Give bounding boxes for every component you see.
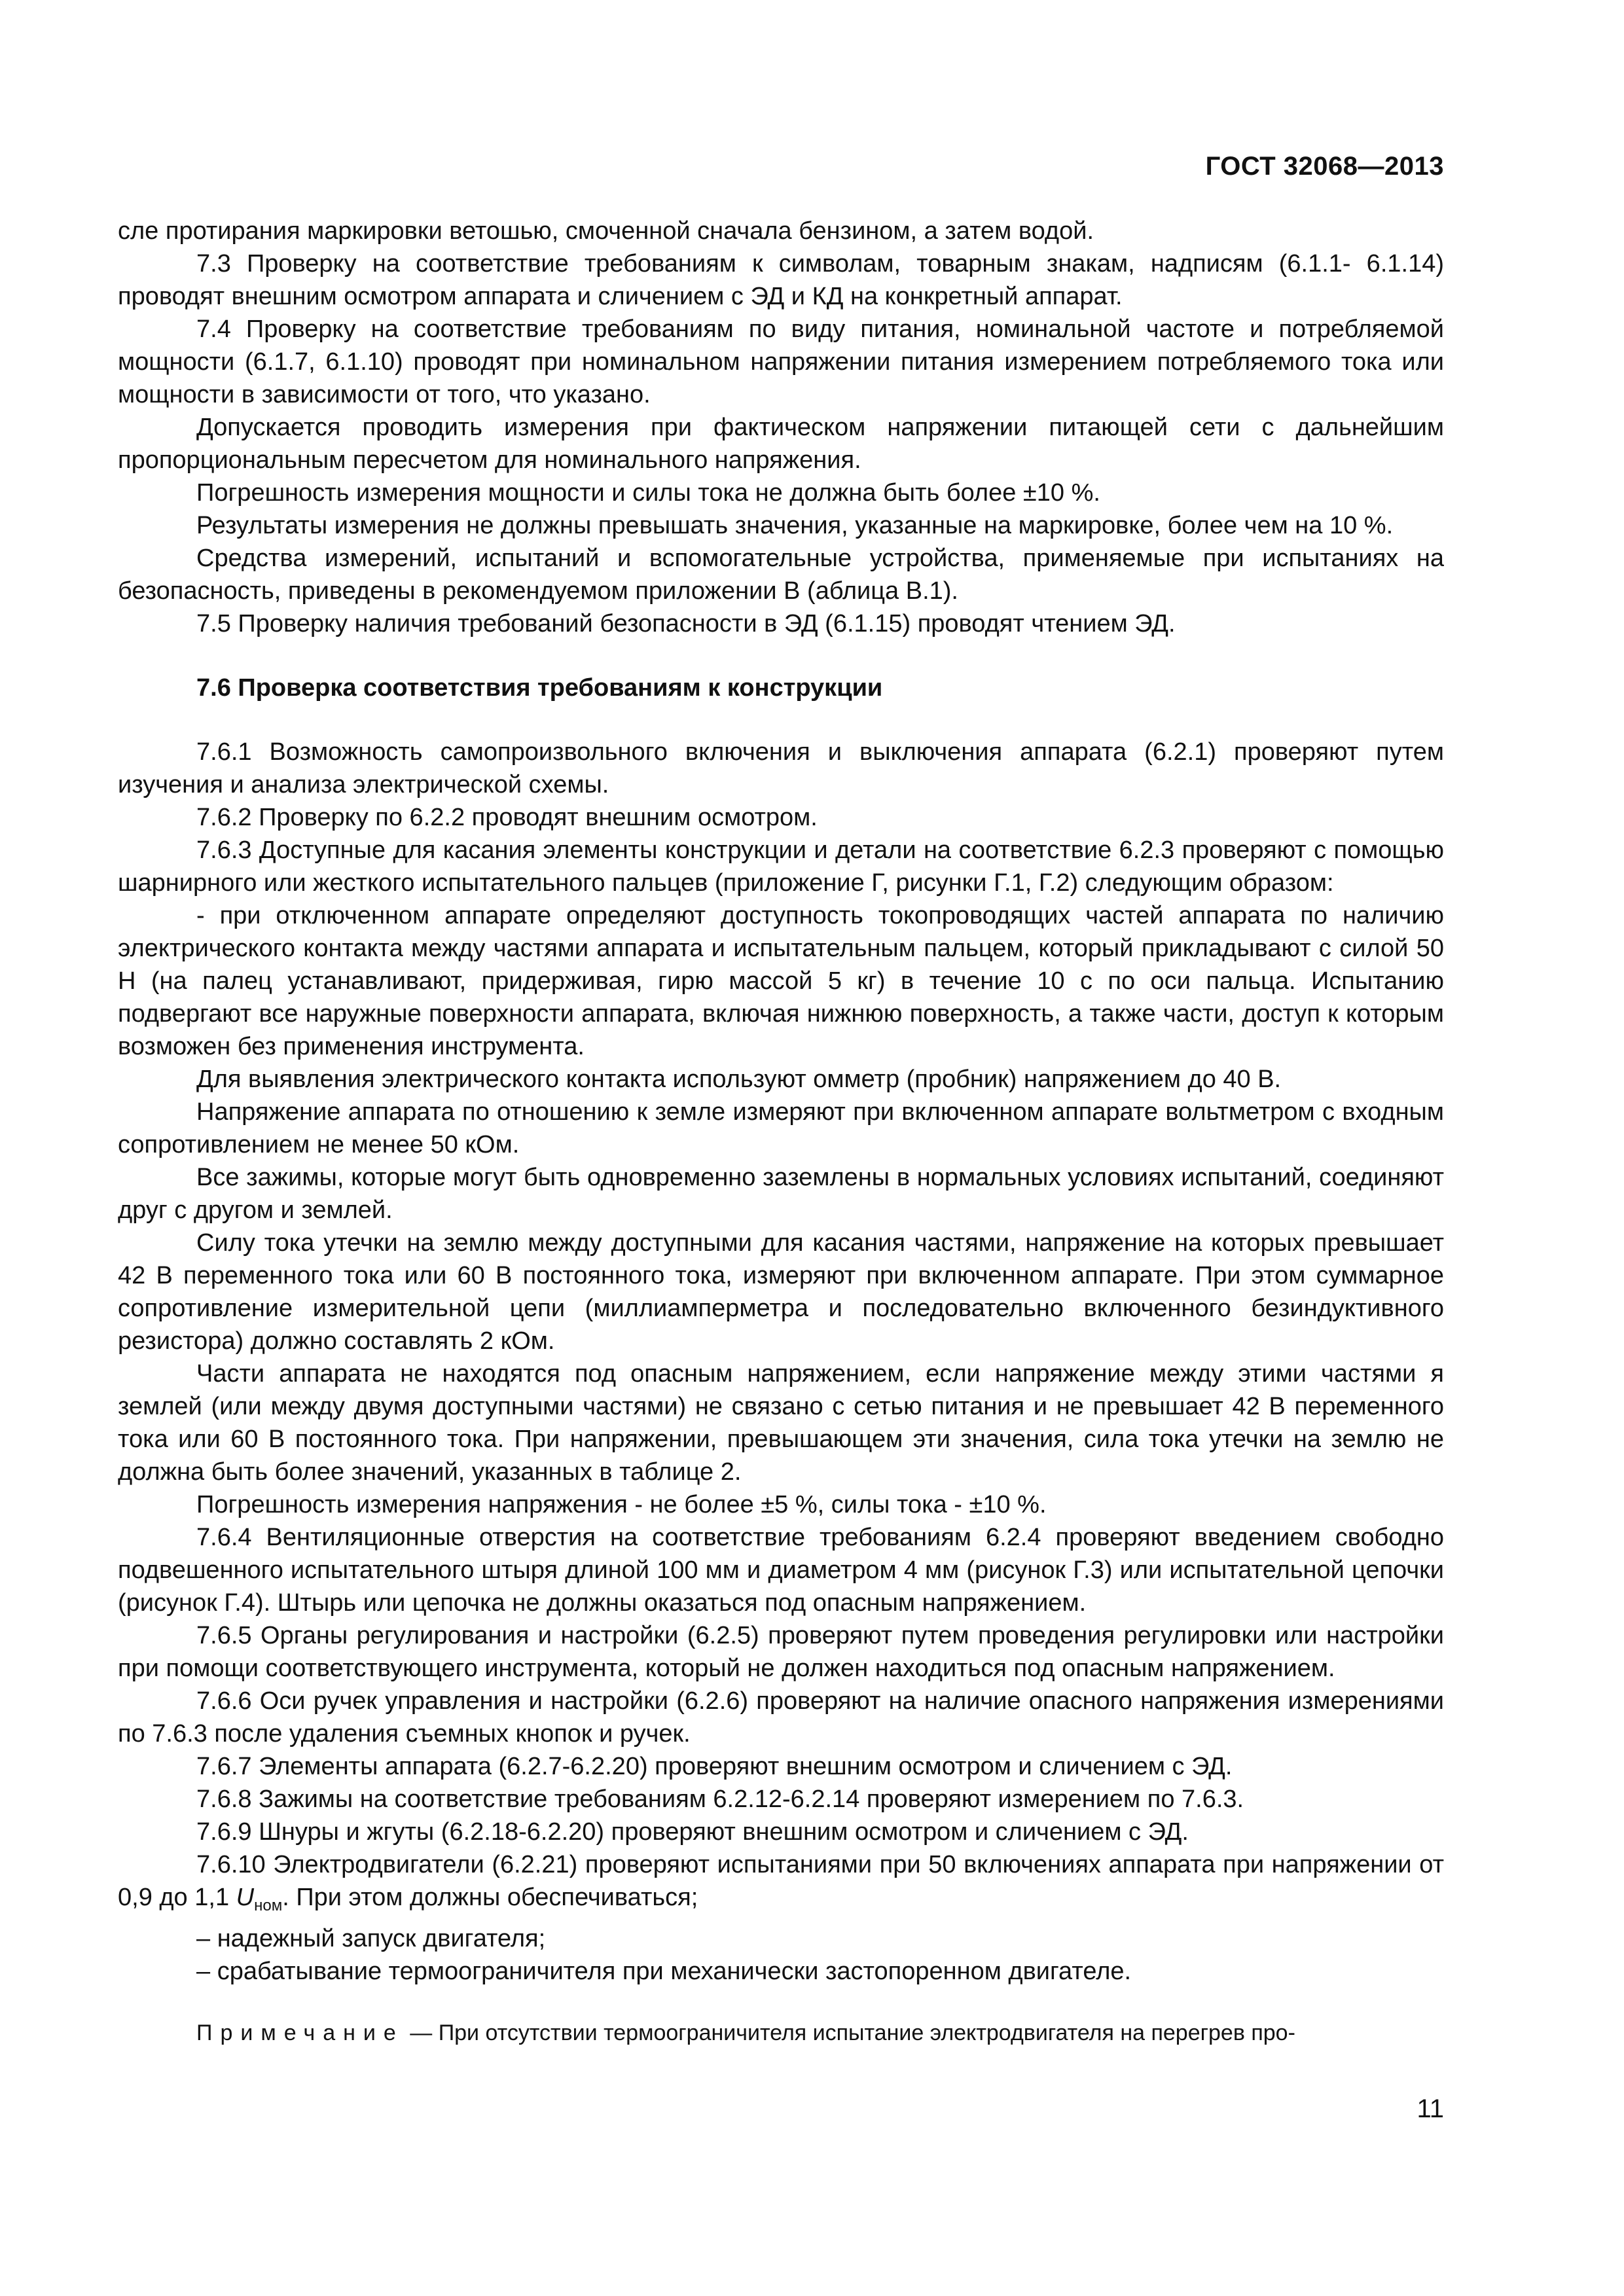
paragraph: 7.6.9 Шнуры и жгуты (6.2.18-6.2.20) проверяют внешним осмотром и сличением с ЭД. (196, 1818, 1189, 1846)
paragraph: 7.6.6 Оси ручек управления и настройки (6.2.6) проверяют на наличие опасного напряжения измерениями по 7.6.3 после удаления съемных кнопок и ручек. (118, 1687, 1444, 1748)
paragraph: Погрешность измерения напряжения - не более ±5 %, силы тока - ±10 %. (196, 1491, 1047, 1518)
paragraph: 7.6.1 Возможность самопроизвольного включения и выключения аппарата (6.2.1) проверяют путем изучения и анализа электрической схемы. (118, 738, 1444, 798)
paragraph: Средства измерений, испытаний и вспомогательные устройства, применяемые при испытаниях на безопасность, приведены в рекомендуемом приложении В (аблица В.1). (118, 545, 1444, 605)
paragraph: Для выявления электрического контакта используют омметр (пробник) напряжением до 40 В. (196, 1066, 1282, 1093)
paragraph: Результаты измерения не должны превышать значения, указанные на маркировке, более чем на 10 %. (196, 512, 1394, 539)
note-label: Примечание (196, 2020, 404, 2045)
paragraph: 7.6.3 Доступные для касания элементы конструкции и детали на соответствие 6.2.3 проверяют с помощью шарнирного или жесткого испытательного пальцев (приложение Г, рисунки Г.1, Г.2) следующим образом: (118, 836, 1444, 897)
paragraph: 7.6.5 Органы регулирования и настройки (6.2.5) проверяют путем проведения регулировки или настройки при помощи соответствующего инструмента, который не должен находиться под опасным напряжением. (118, 1622, 1444, 1682)
paragraph: 7.6.8 Зажимы на соответствие требованиям 6.2.12-6.2.14 проверяют измерением по 7.6.3. (196, 1785, 1244, 1813)
paragraph: Напряжение аппарата по отношению к земле измеряют при включенном аппарате вольтметром с входным сопротивлением не менее 50 кОм. (118, 1098, 1444, 1158)
list-item: – надежный запуск двигателя; (196, 1925, 546, 1952)
paragraph: 7.4 Проверку на соответствие требованиям по виду питания, номинальной частоте и потребляемой мощности (6.1.7, 6.1.10) проводят при номинальном напряжении питания измерением потребляемого тока или мощности в зависимости от того, что указано. (118, 315, 1444, 408)
paragraph: Все зажимы, которые могут быть одновременно заземлены в нормальных условиях испытаний, соединяют друг с другом и землей. (118, 1164, 1444, 1224)
paragraph: Погрешность измерения мощности и силы тока не должна быть более ±10 %. (196, 479, 1100, 507)
paragraph: 7.3 Проверку на соответствие требованиям к символам, товарным знакам, надписям (6.1.1- 6.1.14) проводят внешним осмотром аппарата и сличением с ЭД и КД на конкретный аппарат. (118, 250, 1444, 310)
paragraph: 7.5 Проверку наличия требований безопасности в ЭД (6.1.15) проводят чтением ЭД. (196, 610, 1176, 637)
paragraph: - при отключенном аппарате определяют доступность токопроводящих частей аппарата по наличию электрического контакта между частями аппарата и испытательным пальцем, который прикладывают с силой 50 Н (на палец устанавливают, придерживая, гирю массой 5 кг) в течение 10 с по оси пальца. Испытанию подвергают все наружные поверхности аппарата, включая нижнюю поверхность, а также части, доступ к которым возможен без применения инструмента. (118, 902, 1444, 1060)
paragraph: 7.6.4 Вентиляционные отверстия на соответствие требованиям 6.2.4 проверяют введением свободно подвешенного испытательного штыря длиной 100 мм и диаметром 4 мм (рисунок Г.3) или испытательной цепочки (рисунок Г.4). Штырь или цепочка не должны оказаться под опасным напряжением. (118, 1524, 1444, 1617)
paragraph: 7.6.2 Проверку по 6.2.2 проводят внешним осмотром. (196, 804, 818, 831)
paragraph-text: 7.6.10 Электродвигатели (6.2.21) проверяют испытаниями при 50 включениях аппарата при напряжении от 0,9 до 1,1 (118, 1851, 1444, 1911)
document-body (118, 215, 1444, 2048)
paragraph: Силу тока утечки на землю между доступными для касания частями, напряжение на которых превышает 42 В переменного тока или 60 В постоянного тока, измеряют при включенном аппарате. При этом суммарное сопротивление измерительной цепи (миллиамперметра и последовательно включенного безиндуктивного резистора) должно составлять 2 кОм. (118, 1229, 1444, 1355)
list-item: – срабатывание термоограничителя при механически застопоренном двигателе. (196, 1958, 1132, 1985)
paragraph-7-6-10 (118, 1848, 1444, 1922)
paragraph-text: . При этом должны обеспечиваться; (282, 1884, 698, 1911)
paragraph: сле протирания маркировки ветошью, смоченной сначала бензином, а затем водой. (118, 217, 1094, 245)
paragraph: 7.6.7 Элементы аппарата (6.2.7-6.2.20) проверяют внешним осмотром и сличением с ЭД. (196, 1753, 1233, 1780)
voltage-subscript: ном (254, 1897, 283, 1914)
page-number: 11 (1416, 2094, 1444, 2123)
note-text: — При отсутствии термоограничителя испытание электродвигателя на перегрев про- (403, 2020, 1295, 2045)
section-heading: 7.6 Проверка соответствия требованиям к конструкции (196, 674, 883, 702)
voltage-symbol: U (236, 1884, 255, 1911)
note (118, 2018, 1444, 2048)
paragraph: Части аппарата не находятся под опасным напряжением, если напряжение между этими частями я землей (или между двумя доступными частями) не связано с сетью питания и не превышает 42 В переменного тока или 60 В постоянного тока. При напряжении, превышающем эти значения, сила тока утечки на землю не должна быть более значений, указанных в таблице 2. (118, 1360, 1444, 1486)
document-code-header: ГОСТ 32068—2013 (1205, 152, 1444, 181)
paragraph: Допускается проводить измерения при фактическом напряжении питающей сети с дальнейшим пропорциональным пересчетом для номинального напряжения. (118, 414, 1444, 474)
